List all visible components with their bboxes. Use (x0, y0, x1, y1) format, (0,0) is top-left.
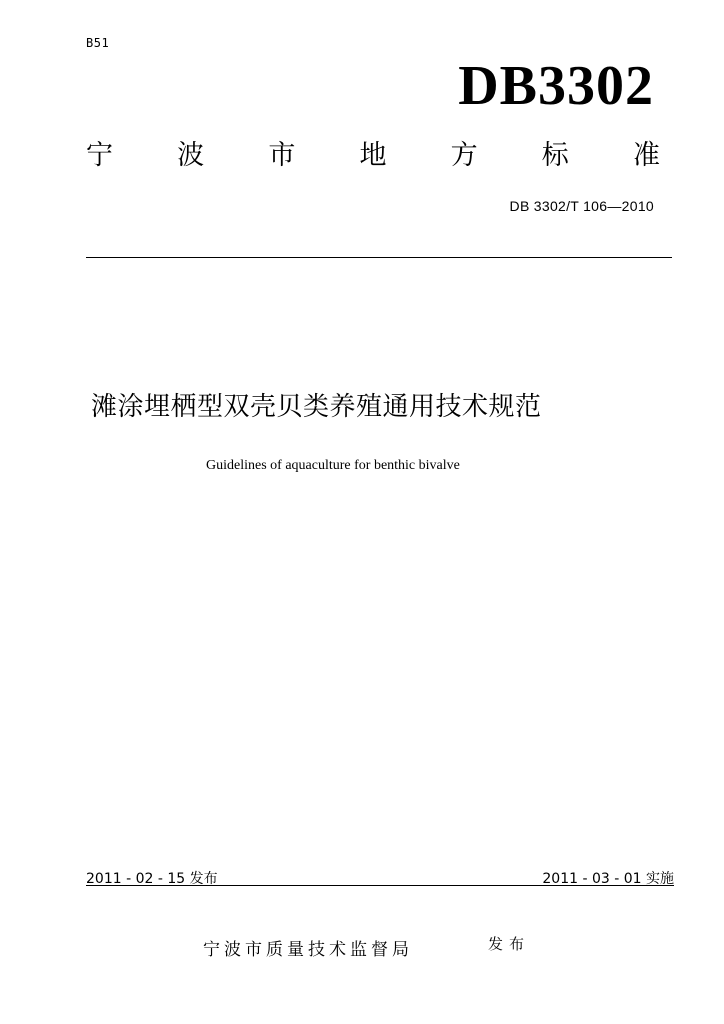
document-title-chinese: 滩涂埋栖型双壳贝类养殖通用技术规范 (91, 392, 542, 422)
local-standard-heading (86, 142, 660, 169)
publish-label: 发布 (488, 935, 531, 953)
standard-code: DB 3302/T 106—2010 (509, 198, 654, 214)
issuing-authority: 宁波市质量技术监督局 (203, 940, 413, 960)
header-divider (86, 257, 672, 258)
implementation-date: 2011 - 03 - 01 实施 (542, 871, 674, 887)
local-standard-char: 标 (541, 140, 569, 171)
local-standard-char: 市 (268, 140, 296, 171)
document-title-english: Guidelines of aquaculture for benthic bivalve (206, 458, 460, 473)
local-standard-char: 方 (450, 140, 478, 171)
local-standard-char: 准 (632, 140, 660, 171)
local-standard-char: 地 (359, 140, 387, 171)
issue-date: 2011 - 02 - 15 发布 (86, 871, 218, 887)
footer-divider (86, 885, 674, 886)
local-standard-char: 波 (177, 140, 205, 171)
local-standard-char: 宁 (86, 140, 113, 171)
classification-code: B51 (86, 36, 110, 50)
standard-number: DB3302 (458, 55, 654, 117)
